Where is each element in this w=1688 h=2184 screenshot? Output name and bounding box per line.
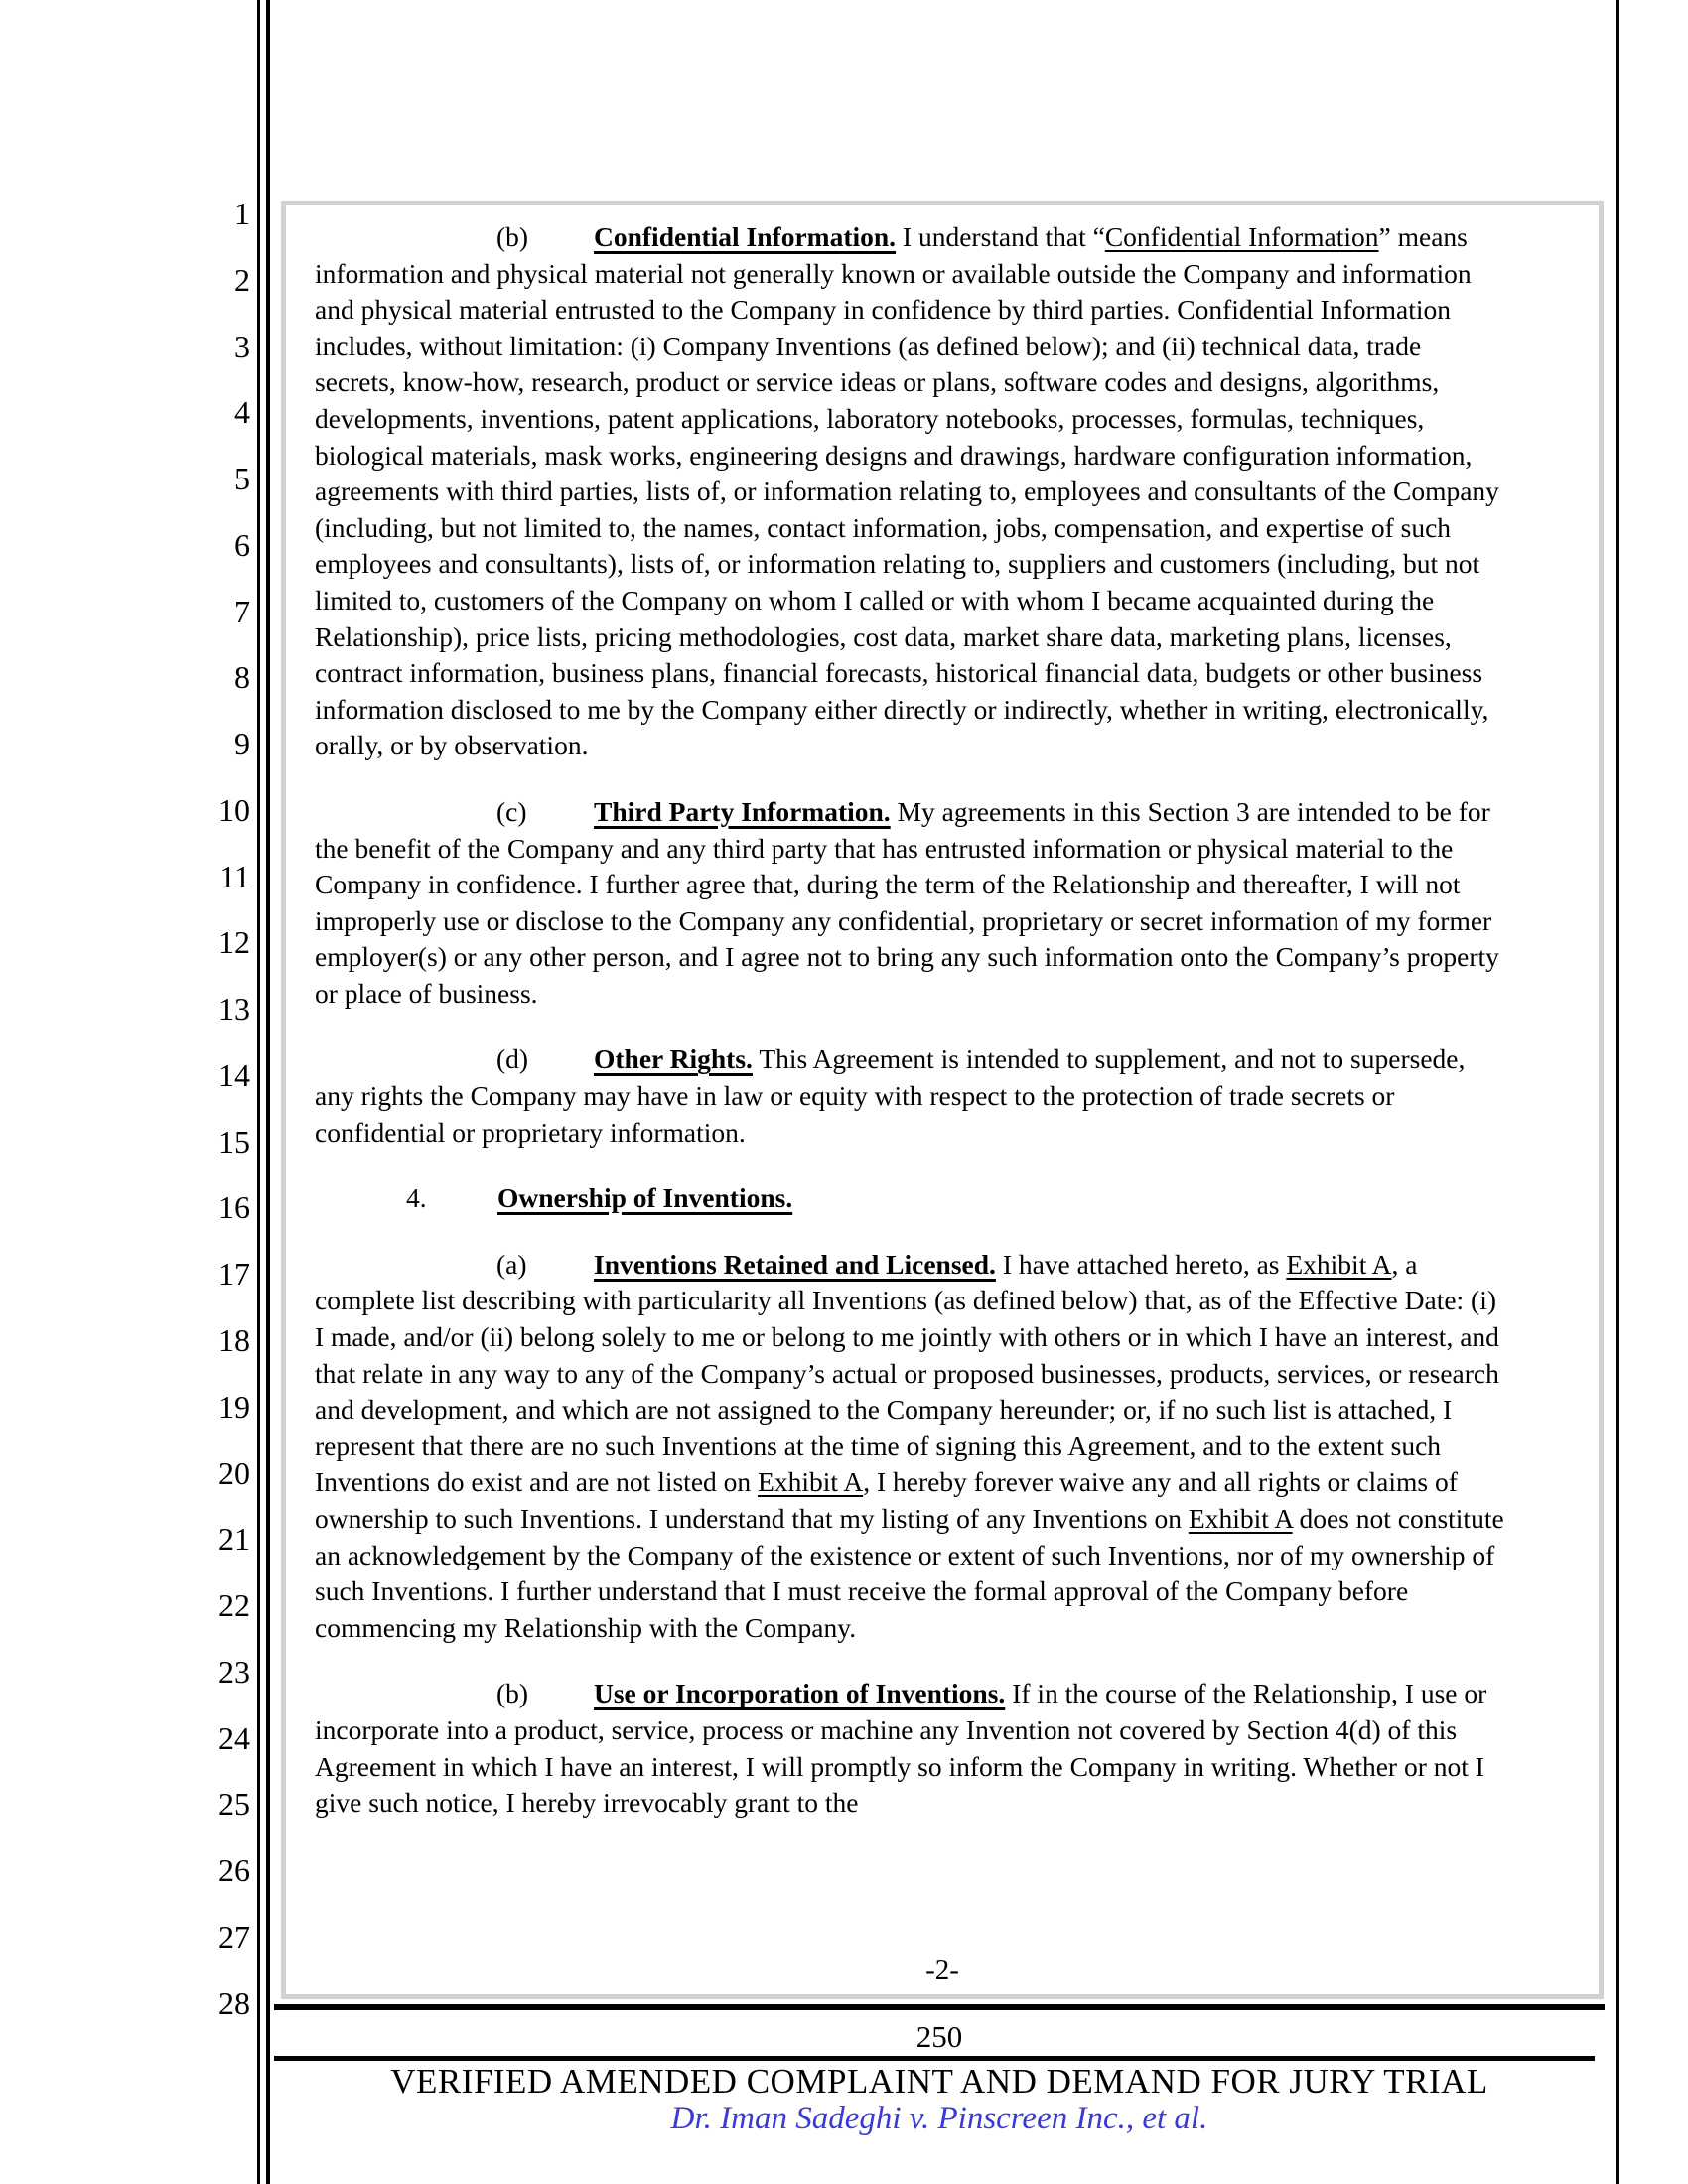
paragraph-inventions-retained-and-licensed — [315, 1247, 1506, 1647]
document-content — [315, 219, 1506, 1822]
paragraph-label: (d) — [496, 1043, 529, 1075]
line-number: 28 — [218, 1984, 250, 2021]
paragraph-text: I understand that “Confidential Information” means information and physical material not generally known or available outside the Company and information and physical material entrusted to the Company in confidence by third parties. Confidential Information includes, without limitation: (i) Company Inventions (as defined below); and (ii) technical data, trade secrets, know-how, research, product or service ideas or plans, software codes and designs, algorithms, developments, inventions, patent applications, laboratory notebooks, processes, formulas, techniques, biological materials, mask works, engineering designs and drawings, hardware configuration information, agreements with third parties, lists of, or information relating to, employees and consultants of the Company (including, but not limited to, the names, contact information, jobs, compensation, and expertise of such employees and consultants), lists of, or information relating to, suppliers and customers (including, but not limited to, customers of the Company on whom I called or with whom I became acquainted during the Relationship), price lists, pricing methodologies, cost data, market share data, marketing plans, licenses, contract information, business plans, financial forecasts, historical financial data, budgets or other business information disclosed to me by the Company either directly or indirectly, whether in writing, electronically, orally, or by observation. — [315, 221, 1499, 761]
paragraph-use-or-incorporation-of-inventions — [315, 1676, 1506, 1821]
section-heading-ownership-of-inventions — [315, 1180, 1506, 1217]
line-number: 5 — [234, 461, 250, 497]
line-number: 15 — [218, 1123, 250, 1160]
paragraph-text: My agreements in this Section 3 are intended to be for the benefit of the Company and any third party that has entrusted information or physical material to the Company in confidence. I further agree that, during the term of the Relationship and thereafter, I will not improperly use or disclose to the Company any confidential, proprietary or secret information of my former employer(s) or any other person, and I agree not to bring any such information onto the Company’s property or place of business. — [315, 795, 1499, 1009]
line-number: 27 — [218, 1918, 250, 1955]
line-number: 11 — [219, 858, 250, 894]
line-number: 12 — [218, 924, 250, 961]
paragraph-heading: Confidential Information. — [594, 221, 897, 252]
document-page — [281, 201, 1604, 1999]
footer-rule-bottom — [274, 2056, 1595, 2061]
footer-document-title: VERIFIED AMENDED COMPLAINT AND DEMAND FOR JURY TRIAL — [390, 2062, 1488, 2101]
line-number: 17 — [218, 1256, 250, 1293]
footer-rule-top — [274, 2004, 1605, 2010]
paragraph-label: (c) — [496, 795, 527, 827]
line-number: 16 — [218, 1189, 250, 1226]
line-number: 25 — [218, 1786, 250, 1823]
line-number: 2 — [234, 261, 250, 298]
line-number: 24 — [218, 1719, 250, 1756]
left-double-rule-inner — [266, 0, 270, 2184]
line-number: 6 — [234, 526, 250, 563]
line-number: 8 — [234, 659, 250, 696]
paragraph-text: I have attached hereto, as Exhibit A, a complete list describing with particularity all Inventions (as defined below) that, as of the Effective Date: (i) I made, and/or (ii) belong solely to me or belong to me jointly with others or in which I have an interest, and that relate in any way to any of the Company’s actual or proposed businesses, products, services, or research and development, and which are not assigned to the Company hereunder; or, if no such list is attached, I represent that there are no such Inventions at the time of signing this Agreement, and to the extent such Inventions do exist and are not listed on Exhibit A, I hereby forever waive any and all rights or claims of ownership to such Inventions. I understand that my listing of any Inventions on Exhibit A does not constitute an acknowledgement by the Company of the existence or extent of such Inventions, nor of my ownership of such Inventions. I further understand that I must receive the formal approval of the Company before commencing my Relationship with the Company. — [315, 1248, 1504, 1643]
paragraph-heading: Other Rights. — [594, 1043, 753, 1075]
line-number: 21 — [218, 1521, 250, 1558]
line-number: 1 — [234, 196, 250, 231]
line-number: 10 — [218, 791, 250, 828]
paragraph-confidential-information — [315, 219, 1506, 764]
bates-number: 250 — [915, 2019, 963, 2054]
paragraph-label: (b) — [496, 1678, 529, 1709]
paragraph-text: If in the course of the Relationship, I use or incorporate into a product, service, process or machine any Invention not covered by Section 4(d) of this Agreement in which I have an interest, I will promptly so inform the Company in writing. Whether or not I give such notice, I hereby irrevocably grant to the — [315, 1678, 1487, 1819]
right-margin-rule — [1616, 0, 1619, 2184]
left-double-rule-outer — [257, 0, 260, 2184]
section-number: 4. — [406, 1182, 427, 1214]
paragraph-third-party-information — [315, 794, 1506, 1013]
paragraph-text: This Agreement is intended to supplement, and not to supersede, any rights the Company may have in law or equity with respect to the protection of trade secrets or confidential or proprietary information. — [315, 1043, 1466, 1148]
section-title: Ownership of Inventions. — [497, 1182, 793, 1214]
line-number-column — [139, 197, 250, 2020]
line-number: 18 — [218, 1322, 250, 1359]
line-number: 22 — [218, 1587, 250, 1624]
line-number: 4 — [234, 394, 250, 431]
paragraph-heading: Use or Incorporation of Inventions. — [594, 1678, 1006, 1709]
line-number: 26 — [218, 1852, 250, 1889]
line-number: 9 — [234, 726, 250, 762]
paragraph-label: (a) — [496, 1248, 527, 1280]
paragraph-heading: Third Party Information. — [594, 795, 891, 827]
line-number: 14 — [218, 1056, 250, 1093]
paragraph-label: (b) — [496, 221, 529, 252]
paragraph-other-rights — [315, 1041, 1506, 1151]
line-number: 13 — [218, 991, 250, 1027]
paragraph-heading: Inventions Retained and Licensed. — [594, 1248, 996, 1280]
line-number: 7 — [234, 593, 250, 629]
line-number: 20 — [218, 1454, 250, 1491]
line-number: 19 — [218, 1388, 250, 1425]
line-number: 23 — [218, 1653, 250, 1690]
line-number: 3 — [234, 328, 250, 364]
footer-case-name: Dr. Iman Sadeghi v. Pinscreen Inc., et al. — [670, 2101, 1208, 2136]
document-page-number: -2- — [925, 1954, 959, 1985]
